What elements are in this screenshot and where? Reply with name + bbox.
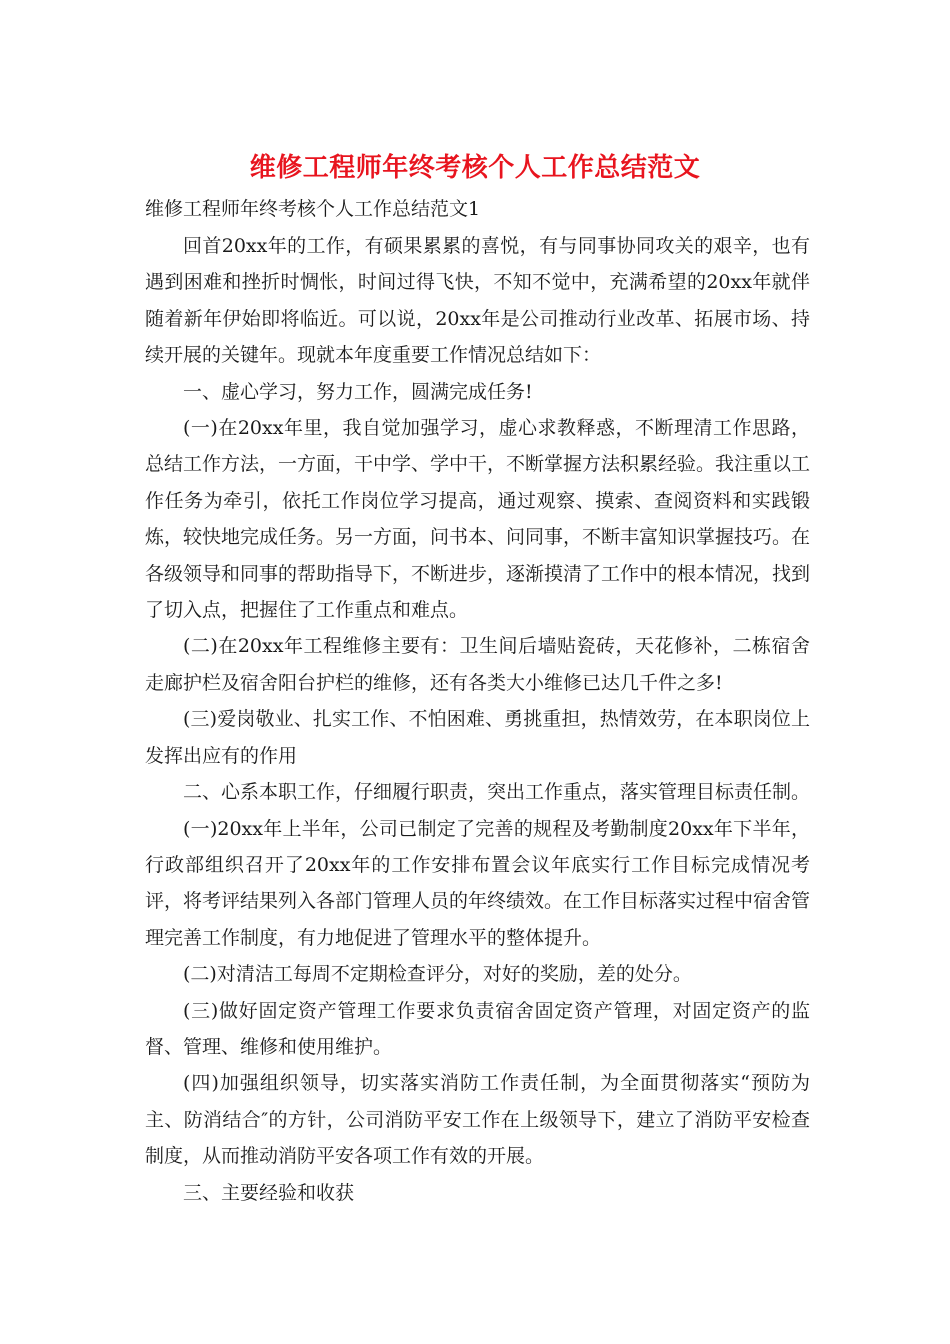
paragraph-1-2: (二)在20xx年工程维修主要有：卫生间后墙贴瓷砖，天花修补，二栋宿舍走廊护栏及宿舍阳台护栏的维修，还有各类大小维修已达几千件之多! xyxy=(145,635,810,694)
section-heading-3: 三、主要经验和收获 xyxy=(183,1181,355,1204)
document-subtitle: 维修工程师年终考核个人工作总结范文1 xyxy=(145,198,481,220)
section-heading-1: 一、虚心学习，努力工作，圆满完成任务! xyxy=(183,380,533,403)
paragraph-2-3: (三)做好固定资产管理工作要求负责宿舍固定资产管理，对固定资产的监督、管理、维修和使用维护。 xyxy=(145,999,810,1058)
paragraph-1-1: (一)在20xx年里，我自觉加强学习，虚心求教释惑，不断理清工作思路，总结工作方法，一方面，干中学、学中干，不断掌握方法积累经验。我注重以工作任务为牵引，依托工作岗位学习提高，通过观察、摸索、查阅资料和实践锻炼，较快地完成任务。另一方面，问书本、问同事，不断丰富知识掌握技巧。在各级领导和同事的帮助指导下，不断进步，逐渐摸清了工作中的根本情况，找到了切入点，把握住了工作重点和难点。 xyxy=(145,417,811,622)
document-body xyxy=(145,228,810,1211)
document-title: 维修工程师年终考核个人工作总结范文 xyxy=(249,153,701,183)
paragraph-intro: 回首20xx年的工作，有硕果累累的喜悦，有与同事协同攻关的艰辛，也有遇到困难和挫折时惆怅，时间过得飞快，不知不觉中，充满希望的20xx年就伴随着新年伊始即将临近。可以说，20xx年是公司推动行业改革、拓展市场、持续开展的关键年。现就本年度重要工作情况总结如下： xyxy=(145,235,810,367)
paragraph-1-3: (三)爱岗敬业、扎实工作、不怕困难、勇挑重担，热情效劳，在本职岗位上发挥出应有的作用 xyxy=(145,708,810,767)
paragraph-2-1: (一)20xx年上半年，公司已制定了完善的规程及考勤制度20xx年下半年，行政部组织召开了20xx年的工作安排布置会议年底实行工作目标完成情况考评，将考评结果列入各部门管理人员的年终绩效。在工作目标落实过程中宿舍管理完善工作制度，有力地促进了管理水平的整体提升。 xyxy=(145,817,811,949)
paragraph-2-4: (四)加强组织领导，切实落实消防工作责任制，为全面贯彻落实“预防为主、防消结合″的方针，公司消防平安工作在上级领导下，建立了消防平安检查制度，从而推动消防平安各项工作有效的开展。 xyxy=(145,1072,810,1168)
section-heading-2: 二、心系本职工作，仔细履行职责，突出工作重点，落实管理目标责任制。 xyxy=(183,781,811,804)
paragraph-2-2: (二)对清洁工每周不定期检查评分，对好的奖励，差的处分。 xyxy=(183,963,692,986)
